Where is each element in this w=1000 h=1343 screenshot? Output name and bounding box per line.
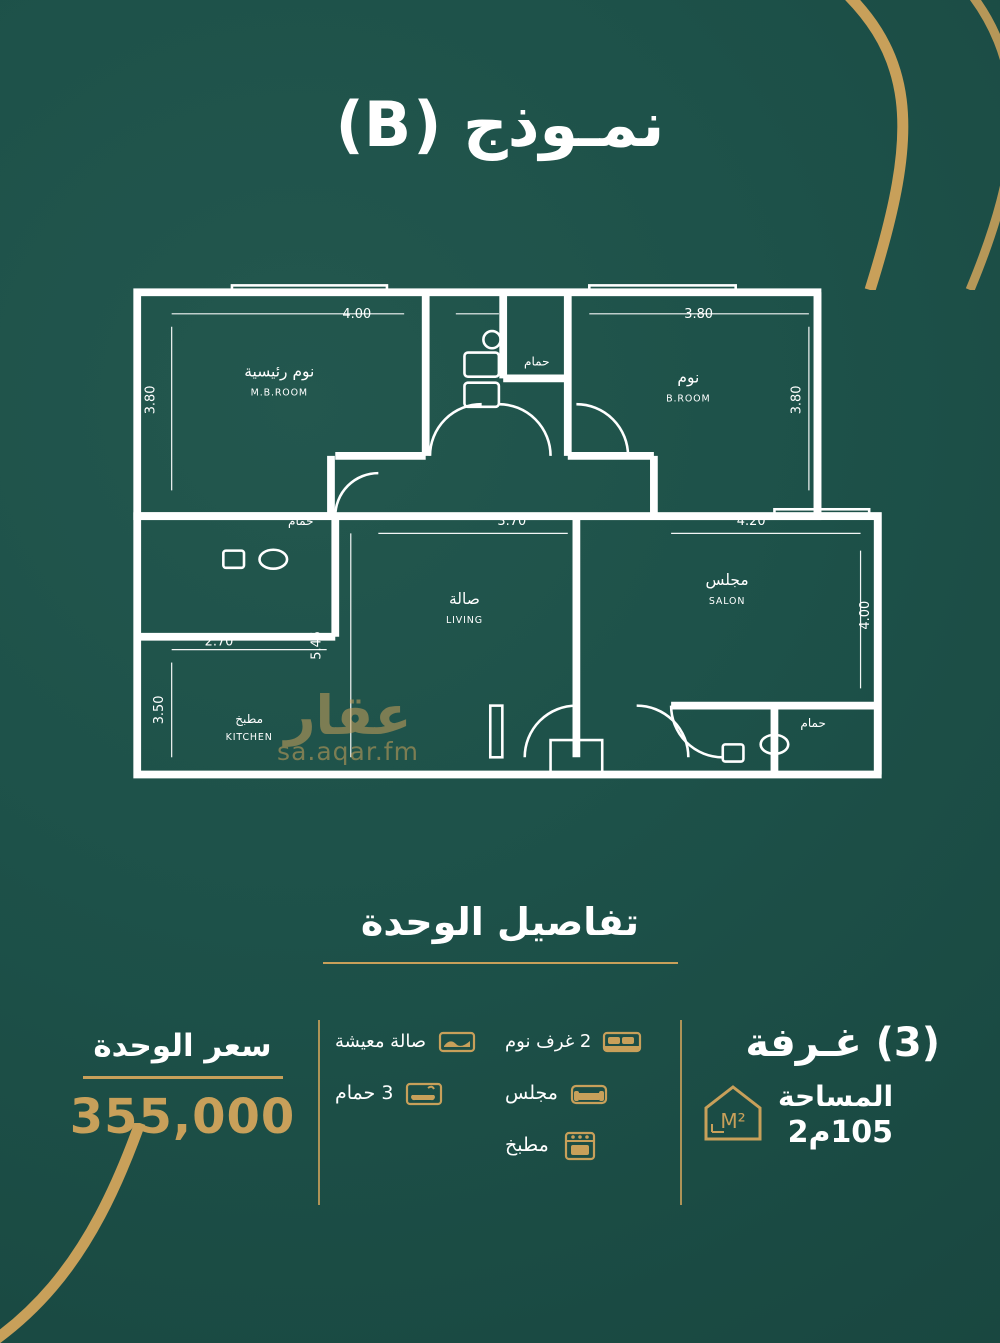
room-label-ar: حمام xyxy=(524,354,550,369)
bed-icon xyxy=(601,1024,643,1060)
watermark-en: sa.aqar.fm xyxy=(277,737,419,767)
room-label-en: LIVING xyxy=(445,614,483,626)
page-title: نمـوذج (B) xyxy=(335,88,665,161)
area-line xyxy=(700,1080,940,1150)
house-area-icon xyxy=(700,1082,766,1148)
room-label-ar: نوم xyxy=(677,368,700,387)
room-label-ar: حمام xyxy=(288,513,314,528)
features-column-left xyxy=(335,1024,495,1128)
room-label-ar: صالة xyxy=(448,590,480,608)
room-label-ar: مطبخ xyxy=(235,711,264,726)
room-label-en: B.ROOM xyxy=(666,393,711,405)
room-label-ar: نوم رئيسية xyxy=(244,362,315,381)
dim-label: 5.45 xyxy=(309,630,325,660)
price-label: سعر الوحدة xyxy=(93,1028,272,1064)
dim-label: 4.00 xyxy=(858,600,874,630)
page-title-wrap xyxy=(0,88,1000,161)
feature-label: مطبخ xyxy=(505,1134,549,1157)
feature-label: 3 حمام xyxy=(335,1082,394,1105)
room-label-en: KITCHEN xyxy=(225,732,273,744)
living-room-icon xyxy=(436,1024,478,1060)
dim-label: 3.80 xyxy=(684,307,714,323)
details-divider xyxy=(323,962,678,964)
feature-salon xyxy=(505,1076,665,1112)
feature-kitchen xyxy=(505,1128,665,1164)
panel-divider-right xyxy=(680,1020,682,1205)
room-label-ar: مجلس xyxy=(705,571,749,590)
features-column-right xyxy=(505,1024,665,1180)
dim-label: 4.20 xyxy=(736,513,766,529)
sofa-icon xyxy=(568,1076,610,1112)
dim-label: 4.00 xyxy=(342,307,372,323)
bathtub-icon xyxy=(403,1076,445,1112)
room-label-en: SALON xyxy=(708,596,746,607)
floor-plan xyxy=(120,232,895,852)
panel-divider-left xyxy=(318,1020,320,1205)
floor-plan-svg xyxy=(120,232,895,852)
area-text xyxy=(778,1080,893,1150)
room-label-en: M.B.ROOM xyxy=(250,387,308,399)
feature-living-room xyxy=(335,1024,495,1060)
feature-bedrooms xyxy=(505,1024,665,1060)
dim-label: 3.70 xyxy=(497,513,527,529)
area-value: 105م2 xyxy=(787,1115,894,1150)
details-heading: تفاصيل الوحدة xyxy=(360,900,640,944)
price-block xyxy=(60,1028,305,1145)
watermark-ar: عقار xyxy=(284,684,412,747)
area-label: المساحة xyxy=(778,1080,894,1113)
feature-label: مجلس xyxy=(505,1082,558,1105)
dim-label: 3.80 xyxy=(789,385,805,415)
summary-block xyxy=(700,1020,940,1150)
feature-label: 2 غرف نوم xyxy=(505,1030,592,1052)
dim-label: 3.50 xyxy=(152,695,168,725)
rooms-count: (3) غـرفة xyxy=(745,1020,940,1066)
dim-label: 2.70 xyxy=(204,634,234,650)
feature-bathrooms xyxy=(335,1076,495,1112)
svg-text:M²: M² xyxy=(720,1109,746,1133)
details-panel xyxy=(60,1010,940,1230)
price-value: 355,000 xyxy=(69,1089,296,1145)
price-divider xyxy=(83,1076,283,1079)
dim-label: 3.80 xyxy=(143,385,159,415)
room-label-ar: حمام xyxy=(800,716,826,731)
oven-icon xyxy=(559,1128,601,1164)
feature-label: صالة معيشة xyxy=(335,1030,427,1052)
